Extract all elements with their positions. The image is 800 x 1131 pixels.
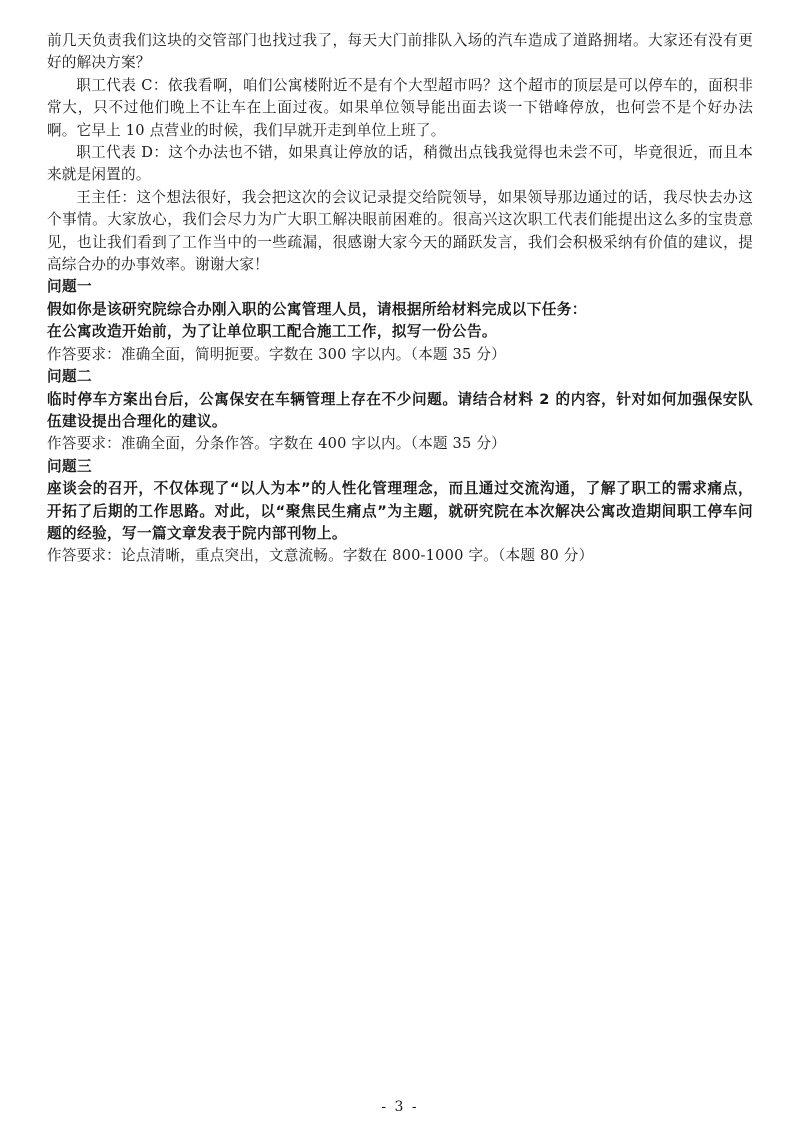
paragraph-director-wang: 王主任：这个想法很好，我会把这次的会议记录提交给院领导，如果领导那边通过的话，我尽快去办这个事情。大家放心，我们会尽力为广大职工解决眼前困难的。很高兴这次职工代表们能提出这么多的宝贵意见，也让我们看到了工作当中的一些疏漏，很感谢大家今天的踊跃发言，我们会积极采纳有价值的建议，提高综合办的办事效率。谢谢大家！ <box>47 188 753 274</box>
question-three-title: 问题三 <box>47 457 92 475</box>
question-one-task: 在公寓改造开始前，为了让单位职工配合施工工作，拟写一份公告。 <box>47 323 497 341</box>
question-two-prompt: 临时停车方案出台后，公寓保安在车辆管理上存在不少问题。请结合材料 2 的内容，针对如何加强保安队伍建设提出合理化的建议。 <box>47 390 753 430</box>
document-body <box>47 30 753 568</box>
question-one-title: 问题一 <box>47 278 92 296</box>
question-two-requirement: 作答要求：准确全面，分条作答。字数在 400 字以内。（本题 35 分） <box>47 435 506 453</box>
paragraph-traffic: 前几天负责我们这块的交管部门也找过我了，每天大门前排队入场的汽车造成了道路拥堵。大家还有没有更好的解决方案？ <box>47 32 753 72</box>
paragraph-representative-c: 职工代表 C：依我看啊，咱们公寓楼附近不是有个大型超市吗？这个超市的顶层是可以停车的，面积非常大，只不过他们晚上不让车在上面过夜。如果单位领导能出面去谈一下错峰停放，也何尝不是个好办法啊。它早上 10 点营业的时候，我们早就开走到单位上班了。 <box>47 76 753 139</box>
page-number: - 3 - <box>381 1099 419 1115</box>
paragraph-representative-d: 职工代表 D：这个办法也不错，如果真让停放的话，稍微出点钱我觉得也未尝不可，毕竟很近，而且本来就是闲置的。 <box>47 144 753 184</box>
question-three-prompt: 座谈会的召开，不仅体现了“以人为本”的人性化管理理念，而且通过交流沟通，了解了职工的需求痛点，开拓了后期的工作思路。对此，以“聚焦民生痛点”为主题，就研究院在本次解决公寓改造期间职工停车问题的经验，写一篇文章发表于院内部刊物上。 <box>47 480 753 542</box>
question-three-requirement: 作答要求：论点清晰，重点突出，文意流畅。字数在 800-1000 字。（本题 80 分） <box>47 547 594 565</box>
question-one-requirement: 作答要求：准确全面，简明扼要。字数在 300 字以内。（本题 35 分） <box>47 345 506 363</box>
question-two-title: 问题二 <box>47 368 92 386</box>
question-one-prompt: 假如你是该研究院综合办刚入职的公寓管理人员，请根据所给材料完成以下任务： <box>47 300 587 318</box>
